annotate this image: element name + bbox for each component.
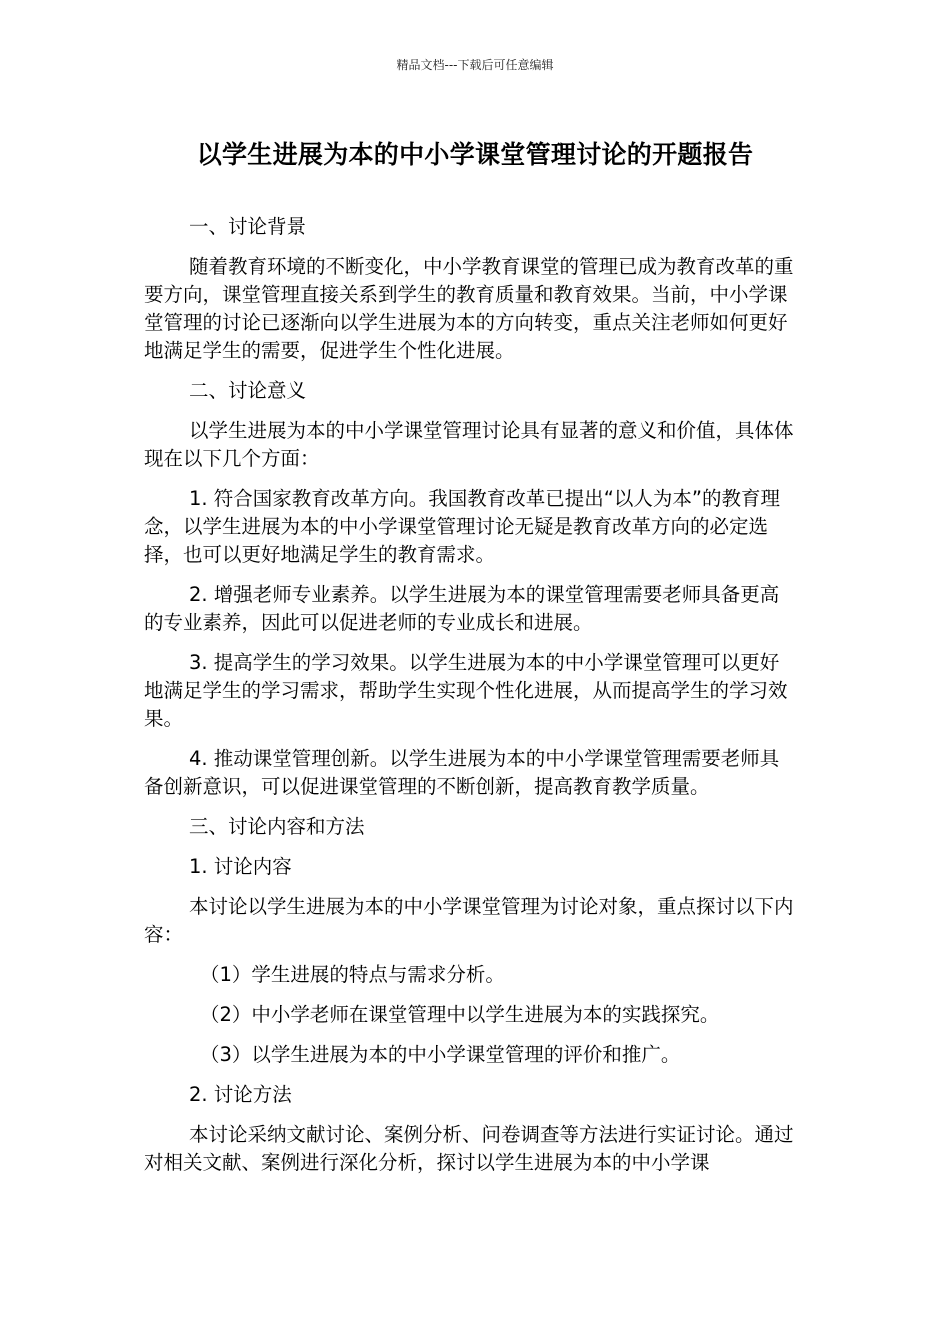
paragraph-background: 随着教育环境的不断变化，中小学教育课堂的管理已成为教育改革的重要方向，课堂管理直接关系到学生的教育质量和教育效果。当前，中小学课堂管理的讨论已逐渐向以学生进展为本的方向转变，重点关注老师如何更好地满足学生的需要，促进学生个性化进展。 <box>144 255 794 362</box>
list-item-content-2: （2）中小学老师在课堂管理中以学生进展为本的实践探究。 <box>200 1003 720 1026</box>
document-body <box>144 213 798 1189</box>
page-header: 精品文档---下载后可任意编辑 <box>396 58 554 72</box>
subheading-method: 2. 讨论方法 <box>189 1083 292 1106</box>
paragraph-significance-3: 3. 提高学生的学习效果。以学生进展为本的中小学课堂管理可以更好地满足学生的学习需求，帮助学生实现个性化进展，从而提高学生的学习效果。 <box>144 651 788 730</box>
paragraph-significance-4: 4. 推动课堂管理创新。以学生进展为本的中小学课堂管理需要老师具备创新意识，可以促进课堂管理的不断创新，提高教育教学质量。 <box>144 747 780 798</box>
list-item-content-1: （1）学生进展的特点与需求分析。 <box>200 963 505 986</box>
section-heading-significance: 二、讨论意义 <box>189 379 307 402</box>
subheading-content: 1. 讨论内容 <box>189 855 292 878</box>
section-heading-background: 一、讨论背景 <box>189 215 307 238</box>
section-heading-content-method: 三、讨论内容和方法 <box>189 815 365 838</box>
paragraph-significance-1: 1. 符合国家教育改革方向。我国教育改革已提出“以人为本”的教育理念，以学生进展为本的中小学课堂管理讨论无疑是教育改革方向的必定选择，也可以更好地满足学生的教育需求。 <box>144 487 781 566</box>
list-item-content-3: （3）以学生进展为本的中小学课堂管理的评价和推广。 <box>200 1043 681 1066</box>
document-title: 以学生进展为本的中小学课堂管理讨论的开题报告 <box>196 140 754 169</box>
paragraph-content-intro: 本讨论以学生进展为本的中小学课堂管理为讨论对象，重点探讨以下内容： <box>144 895 794 946</box>
paragraph-significance-2: 2. 增强老师专业素养。以学生进展为本的课堂管理需要老师具备更高的专业素养，因此可以促进老师的专业成长和进展。 <box>144 583 780 634</box>
paragraph-method: 本讨论采纳文献讨论、案例分析、问卷调查等方法进行实证讨论。通过对相关文献、案例进行深化分析，探讨以学生进展为本的中小学课 <box>144 1123 794 1174</box>
paragraph-significance-intro: 以学生进展为本的中小学课堂管理讨论具有显著的意义和价值，具体体现在以下几个方面： <box>144 419 794 470</box>
